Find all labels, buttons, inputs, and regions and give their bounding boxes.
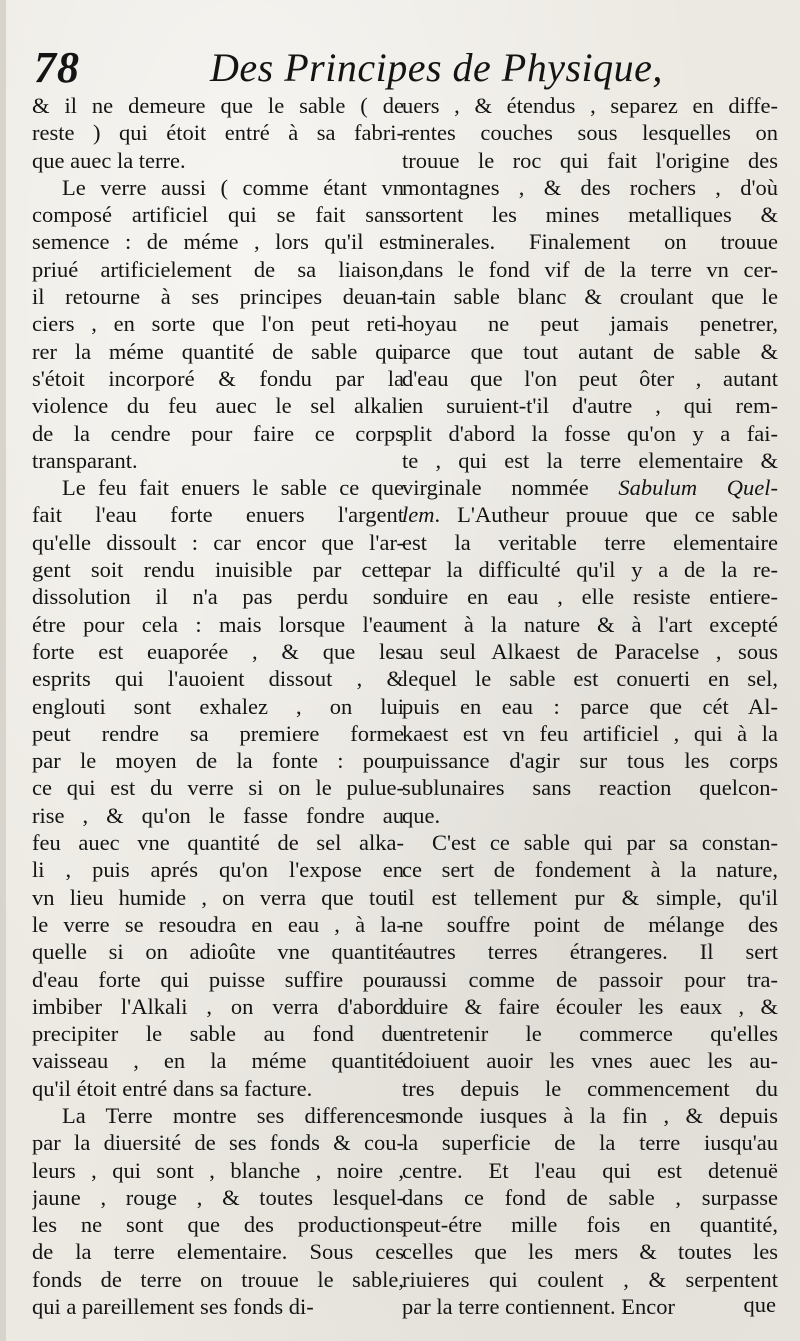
text-line: riuieres qui coulent , & serpentent xyxy=(402,1266,778,1292)
text-line: gent soit rendu inuisible par cette xyxy=(32,557,404,583)
text-line: qu'il étoit entré dans sa facture. xyxy=(32,1075,313,1101)
text-line: composé artificiel qui se fait sans xyxy=(32,202,404,228)
text-line: fonds de terre on trouue le sable, xyxy=(32,1266,404,1292)
text-line: La Terre montre ses differences xyxy=(62,1102,404,1128)
text-line: peut rendre sa premiere forme xyxy=(32,720,404,746)
text-line: dissolution il n'a pas perdu son xyxy=(32,584,404,610)
paragraph xyxy=(32,92,404,174)
text-line: rentes couches sous lesquelles on xyxy=(402,120,778,146)
text-line: le verre se resoudra en eau , à la- xyxy=(32,911,404,937)
text-line: par la terre contiennent. Encor xyxy=(402,1294,675,1320)
text-line: vn lieu humide , on verra que tout xyxy=(32,884,404,910)
text-line: vaisseau , en la méme quantité xyxy=(32,1048,404,1074)
text-line: sortent les mines metalliques & xyxy=(402,202,778,228)
text-line: celles que les mers & toutes les xyxy=(402,1239,778,1265)
paragraph xyxy=(402,829,778,1320)
text-line: priué artificielement de sa liaison, xyxy=(32,256,404,282)
text-line: dans le fond vif de la terre vn cer- xyxy=(402,256,778,282)
text-line: de la terre elementaire. Sous ces xyxy=(32,1239,404,1265)
text-line: peut-étre mille fois en quantité, xyxy=(402,1212,778,1238)
text-line: tres depuis le commencement du xyxy=(402,1075,778,1101)
right-text-column xyxy=(402,92,778,1320)
text-line: semence : de méme , lors qu'il est xyxy=(32,229,404,255)
text-line: duire en eau , elle resiste entiere- xyxy=(402,584,778,610)
text-line: jaune , rouge , & toutes lesquel- xyxy=(32,1184,404,1210)
text-line: monde iusques à la fin , & depuis xyxy=(402,1102,778,1128)
text-line: dans ce fond de sable , surpasse xyxy=(402,1184,778,1210)
text-line: autres terres étrangeres. Il sert xyxy=(402,939,778,965)
text-line: ce qui est du verre si on le pulue- xyxy=(32,775,404,801)
page-number: 78 xyxy=(34,43,80,92)
paragraph xyxy=(32,174,404,474)
text-line: sublunaires sans reaction quelcon- xyxy=(402,775,778,801)
text-line: d'eau que l'on peut ôter , autant xyxy=(402,365,778,391)
text-line: leurs , qui sont , blanche , noire , xyxy=(32,1157,404,1183)
text-line: qu'elle dissoult : car encor que l'ar- xyxy=(32,529,404,555)
text-line: te , qui est la terre elementaire & xyxy=(402,447,778,473)
text-line: par la difficulté qu'il y a de la re- xyxy=(402,557,778,583)
text-line: quelle si on adioûte vne quantité xyxy=(32,939,404,965)
text-line: doiuent auoir les vnes auec les au- xyxy=(402,1048,778,1074)
text-line: ciers , en sorte que l'on peut reti- xyxy=(32,311,404,337)
text-line: au seul Alkaest de Paracelse , sous xyxy=(402,638,778,664)
text-line: parce que tout autant de sable & xyxy=(402,338,778,364)
text-line: feu auec vne quantité de sel alka- xyxy=(32,830,404,856)
text-line: Le feu fait enuers le sable ce que xyxy=(62,475,404,501)
text-line: s'étoit incorporé & fondu par la xyxy=(32,365,404,391)
text-line: transparant. xyxy=(32,447,138,473)
text-line: ment à la nature & à l'art excepté xyxy=(402,611,778,637)
page-header xyxy=(34,40,794,96)
text-line: plit d'abord la fosse qu'on y a fai- xyxy=(402,420,778,446)
text-line: virginale nommée Sabulum Quel- xyxy=(402,475,778,501)
text-line: minerales. Finalement on trouue xyxy=(402,229,778,255)
text-line: étre pour cela : mais lorsque l'eau xyxy=(32,611,404,637)
running-title: Des Principes de Physique, xyxy=(210,45,663,90)
text-line: centre. Et l'eau qui est detenuë xyxy=(402,1157,778,1183)
text-line: precipiter le sable au fond du xyxy=(32,1021,404,1047)
text-line: la superficie de la terre iusqu'au xyxy=(402,1130,778,1156)
text-line: violence du feu auec le sel alkali xyxy=(32,393,404,419)
text-line: imbiber l'Alkali , on verra d'abord xyxy=(32,993,404,1019)
text-line: Le verre aussi ( comme étant vn xyxy=(62,174,404,200)
text-line: tain sable blanc & croulant que le xyxy=(402,284,778,310)
text-line: puis en eau : parce que cét Al- xyxy=(402,693,778,719)
paragraph xyxy=(402,92,778,829)
text-line: il est tellement pur & simple, qu'il xyxy=(402,884,778,910)
paragraph xyxy=(32,1102,404,1320)
text-line: li , puis aprés qu'on l'expose en xyxy=(32,857,404,883)
text-line: fait l'eau forte enuers l'argent xyxy=(32,502,404,528)
text-line: il retourne à ses principes deuan- xyxy=(32,284,404,310)
text-line: rer la méme quantité de sable qui xyxy=(32,338,404,364)
text-line: en suruient-t'il d'autre , qui rem- xyxy=(402,393,778,419)
text-line: reste ) qui étoit entré à sa fabri- xyxy=(32,120,404,146)
text-line: que auec la terre. xyxy=(32,147,186,173)
text-line: trouue le roc qui fait l'origine des xyxy=(402,147,778,173)
text-line: hoyau ne peut jamais penetrer, xyxy=(402,311,778,337)
text-line: est la veritable terre elementaire xyxy=(402,529,778,555)
text-line: que. xyxy=(402,802,441,828)
paragraph xyxy=(32,474,404,1102)
text-line: par la diuersité de ses fonds & cou- xyxy=(32,1130,404,1156)
text-line: puissance d'agir sur tous les corps xyxy=(402,748,778,774)
text-line: forte est euaporée , & que les xyxy=(32,638,404,664)
text-line: esprits qui l'auoient dissout , & xyxy=(32,666,404,692)
text-line: C'est ce sable qui par sa constan- xyxy=(432,830,778,856)
text-line: kaest est vn feu artificiel , qui à la xyxy=(402,720,778,746)
text-line: de la cendre pour faire ce corps xyxy=(32,420,404,446)
text-line: d'eau forte qui puisse suffire pour xyxy=(32,966,404,992)
text-line: & il ne demeure que le sable ( de xyxy=(32,93,404,118)
text-line: aussi comme de passoir pour tra- xyxy=(402,966,778,992)
text-line: les ne sont que des productions xyxy=(32,1212,404,1238)
text-line: uers , & étendus , separez en diffe- xyxy=(402,93,778,118)
text-line: lem. L'Autheur prouue que ce sable xyxy=(402,502,778,528)
text-line: montagnes , & des rochers , d'où xyxy=(402,174,778,200)
text-line: ne souffre point de mélange des xyxy=(402,911,778,937)
text-line: entretenir le commerce qu'elles xyxy=(402,1021,778,1047)
text-line: lequel le sable est conuerti en sel, xyxy=(402,666,778,692)
catchword: que xyxy=(743,1292,776,1317)
text-line: duire & faire écouler les eaux , & xyxy=(402,993,778,1019)
text-line: ce sert de fondement à la nature, xyxy=(402,857,778,883)
text-line: qui a pareillement ses fonds di- xyxy=(32,1294,314,1320)
text-line: englouti sont exhalez , on lui xyxy=(32,693,404,719)
left-text-column xyxy=(32,92,404,1320)
text-line: par le moyen de la fonte : pour xyxy=(32,748,404,774)
text-line: rise , & qu'on le fasse fondre au xyxy=(32,802,404,828)
